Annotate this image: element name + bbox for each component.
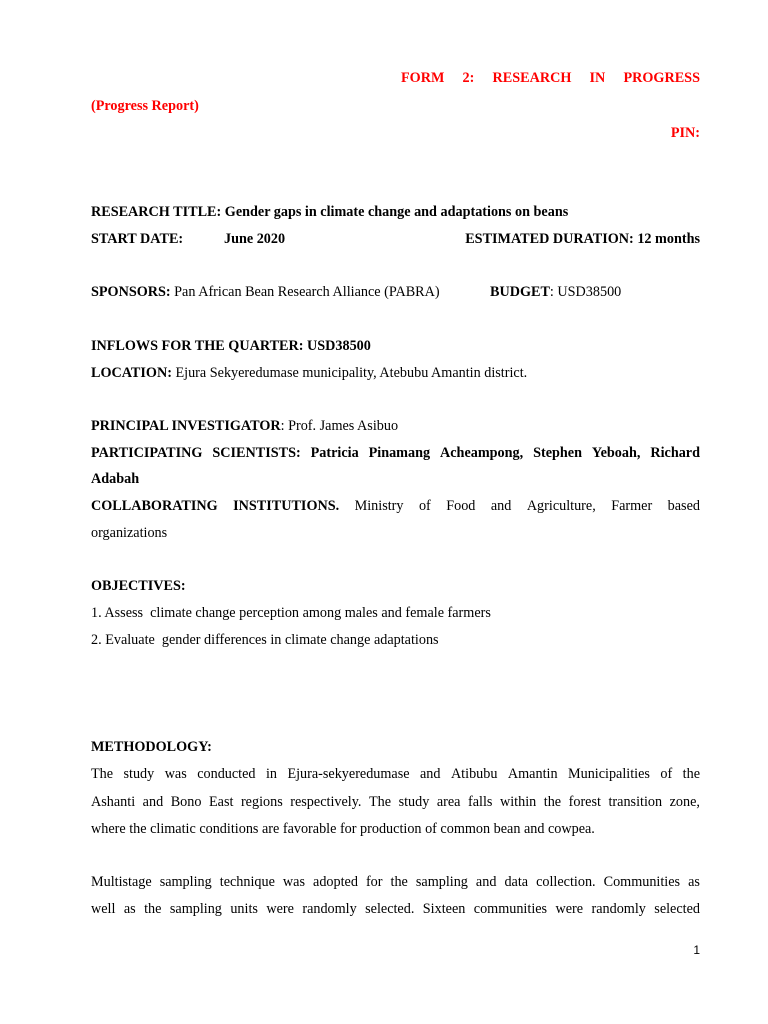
principal-investigator-row — [91, 417, 700, 435]
word: Stephen — [533, 445, 582, 461]
word: randomly — [302, 901, 357, 917]
word: and — [142, 794, 164, 810]
word: technique — [219, 874, 275, 890]
report-subtitle: (Progress Report) — [91, 98, 199, 114]
word: selected — [654, 901, 700, 917]
sponsors-label: SPONSORS: — [91, 284, 171, 300]
word: Food — [446, 498, 476, 514]
budget-value: : USD38500 — [549, 284, 622, 300]
estimated-duration: ESTIMATED DURATION: 12 months — [465, 231, 700, 247]
word: in — [265, 766, 277, 782]
word: Richard — [650, 445, 700, 461]
word: adopted — [313, 874, 358, 890]
word: as — [123, 901, 136, 917]
word: Pinamang — [368, 445, 431, 461]
word: data — [504, 874, 529, 890]
principal-investigator-value: : Prof. James Asibuo — [280, 418, 399, 434]
methodology-p1-line2 — [91, 793, 700, 811]
word: Atibubu — [450, 766, 498, 782]
form-title-word: PROGRESS — [623, 70, 700, 86]
methodology-p1-line3: where the climatic conditions are favorable for production of common bean and cowpea. — [91, 821, 595, 837]
word: Bono — [170, 794, 202, 810]
research-title-value: Gender gaps in climate change and adaptations on beans — [224, 204, 569, 220]
methodology-p2-line2 — [91, 900, 700, 918]
location-row — [91, 364, 700, 382]
word: collection. — [536, 874, 596, 890]
word: Farmer — [611, 498, 653, 514]
word: sampling — [159, 874, 212, 890]
location-value: Ejura Sekyeredumase municipality, Atebubu Amantin district. — [175, 365, 528, 381]
methodology-heading: METHODOLOGY: — [91, 739, 212, 755]
word: study — [398, 794, 430, 810]
word: Patricia — [310, 445, 359, 461]
word: and — [475, 874, 497, 890]
form-title-word: 2: — [462, 70, 475, 86]
word: falls — [468, 794, 493, 810]
word: conducted — [197, 766, 256, 782]
word: was — [282, 874, 305, 890]
word: were — [266, 901, 294, 917]
word: were — [555, 901, 584, 917]
location-label: LOCATION: — [91, 365, 172, 381]
word: sampling — [169, 901, 222, 917]
collaborating-institutions-line2: organizations — [91, 525, 168, 541]
word: the — [390, 874, 408, 890]
form-title — [401, 69, 700, 87]
word: Municipalities — [567, 766, 650, 782]
word: as — [688, 874, 700, 890]
word: well — [91, 901, 116, 917]
word: Communities — [603, 874, 681, 890]
sponsors-value: Pan African Bean Research Alliance (PABRA) — [174, 284, 440, 300]
word: Yeboah, — [591, 445, 641, 461]
word: zone, — [669, 794, 700, 810]
word: of — [418, 498, 431, 514]
objective-item: 2. Evaluate gender differences in climate change adaptations — [91, 632, 439, 648]
form-title-word: RESEARCH — [492, 70, 572, 86]
start-date-value: June 2020 — [224, 231, 286, 247]
objectives-heading: OBJECTIVES: — [91, 578, 186, 594]
word: Agriculture, — [526, 498, 596, 514]
word: regions — [240, 794, 283, 810]
word: units — [230, 901, 258, 917]
word: COLLABORATING — [91, 498, 218, 514]
word: area — [436, 794, 461, 810]
methodology-p1-line1 — [91, 765, 700, 783]
budget-label: BUDGET — [490, 284, 550, 300]
word: SCIENTISTS: — [212, 445, 301, 461]
word: the — [682, 766, 700, 782]
word: Multistage — [91, 874, 152, 890]
inflows-line: INFLOWS FOR THE QUARTER: USD38500 — [91, 338, 371, 354]
word: Ejura-sekyeredumase — [287, 766, 410, 782]
word: and — [490, 498, 512, 514]
word: PARTICIPATING — [91, 445, 203, 461]
word: transition — [608, 794, 663, 810]
word: Ashanti — [91, 794, 136, 810]
word: Ministry — [354, 498, 404, 514]
objective-item: 1. Assess climate change perception among males and female farmers — [91, 605, 491, 621]
word: of — [660, 766, 673, 782]
word: Acheampong, — [440, 445, 524, 461]
word: sampling — [415, 874, 468, 890]
start-date-row — [91, 230, 700, 248]
form-title-word: FORM — [401, 70, 445, 86]
word: The — [91, 766, 114, 782]
budget-group — [490, 283, 621, 301]
word: selected. — [365, 901, 415, 917]
word: INSTITUTIONS. — [233, 498, 340, 514]
word: The — [368, 794, 392, 810]
word: East — [208, 794, 234, 810]
word: was — [164, 766, 187, 782]
research-title-row — [91, 203, 700, 221]
start-date-label: START DATE: — [91, 231, 184, 247]
collaborating-institutions-line1 — [91, 497, 700, 515]
word: the — [144, 901, 162, 917]
word: for — [365, 874, 383, 890]
participating-scientists-line1 — [91, 444, 700, 462]
methodology-p2-line1 — [91, 873, 700, 891]
word: and — [420, 766, 441, 782]
word: respectively. — [290, 794, 362, 810]
participating-scientists-line2: Adabah — [91, 471, 140, 487]
word: based — [667, 498, 700, 514]
word: Sixteen — [422, 901, 466, 917]
word: study — [123, 766, 155, 782]
word: forest — [568, 794, 601, 810]
word: randomly — [591, 901, 646, 917]
word: Amantin — [507, 766, 558, 782]
word: within — [499, 794, 537, 810]
word: the — [543, 794, 562, 810]
page-number: 1 — [693, 943, 700, 957]
principal-investigator-label: PRINCIPAL INVESTIGATOR — [91, 418, 281, 434]
pin-label: PIN: — [670, 125, 700, 141]
sponsors-row — [91, 283, 700, 301]
research-title-label: RESEARCH TITLE: — [91, 204, 222, 220]
word: communities — [473, 901, 548, 917]
form-title-word: IN — [589, 70, 606, 86]
